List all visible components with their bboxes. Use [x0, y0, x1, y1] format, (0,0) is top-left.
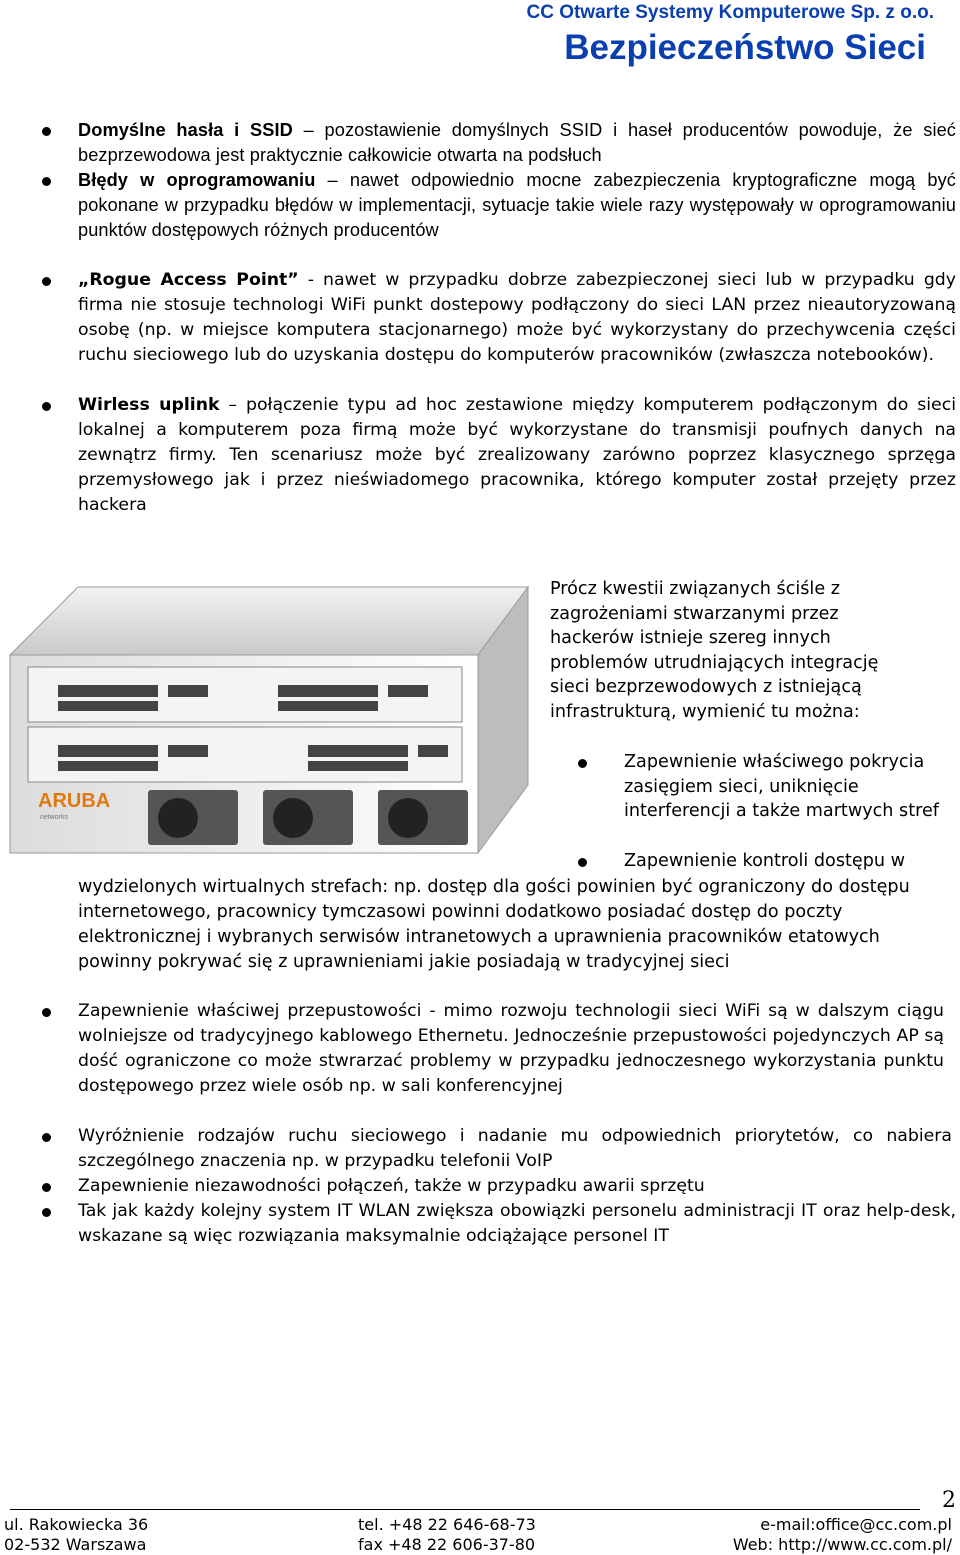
bullet-dot — [42, 277, 51, 286]
bullet-dot — [42, 402, 51, 411]
bullet-throughput: Zapewnienie właściwej przepustowości - mimo rozwoju technologii sieci WiFi są w dalszym ciągu wolniejsze od tradycyjnego kablowego Ethernetu. Jednocześnie przepustowości pojedynczych AP są dość ograniczone co może stwrarzać problemy w przypadku jednoczesnego wykorzystania punktu dostępowego przez wiele osób np. w sali konferencyjnej — [78, 1001, 944, 1096]
footer-address-street: ul. Rakowiecka 36 — [4, 1515, 149, 1534]
bullet-reliability: Zapewnienie niezawodności połączeń, także w przypadku awarii sprzętu — [78, 1176, 705, 1196]
sub-bullet-access-control: Zapewnienie kontroli dostępu w — [624, 851, 906, 871]
bullet-text: – połączenie typu ad hoc zestawione między komputerem podłączonym do sieci lokalnej a komputerem poza firmą może być wykorzystane do transmisji poufnych danych na zewnątrz firmy. Ten scenariusz może być zrealizowany zarówno poprzez klasycznego sprzęga przemysłowego jak i przez nieświadomego pracownika, którego komputer został przejęty przez hackera — [78, 395, 956, 515]
bullet-text: – pozostawienie domyślnych SSID i haseł producentów powoduje, że sieć bezprzewodowa jest praktycznie całkowicie otwarta na podsłuch — [78, 120, 956, 165]
bullet-bold-label: „Rogue Access Point” — [78, 270, 299, 290]
brand-logo: ARUBA — [38, 790, 111, 812]
network-switch-chassis-image — [8, 585, 530, 855]
bullet-default-passwords — [78, 118, 956, 168]
bullet-it-workload: Tak jak każdy kolejny system IT WLAN zwiększa obowiązki personelu administracji IT oraz help-desk, wskazane są więc rozwiązania maksymalnie odciążające personel IT — [78, 1201, 956, 1246]
sub-bullet-coverage: Zapewnienie właściwego pokrycia zasięgiem sieci, uniknięcie interferencji a także martwych stref — [624, 752, 939, 822]
bullet-traffic-priorities: Wyróżnienie rodzajów ruchu sieciowego i nadanie mu odpowiednich priorytetów, co nabiera szczególnego znaczenia np. w przypadku telefonii VoIP — [78, 1126, 952, 1171]
bullet-text: - nawet w przypadku dobrze zabezpieczonej sieci lub w przypadku gdy firma nie stosuje technologi WiFi punkt dostepowy podłączony do sieci LAN przez nieautoryzowaną osobę (np. w miejsce komputera stacjonarnego) może być wykorzystany do przechywcenia części ruchu sieciowego lub do uzyskania dostępu do komputerów pracowników (zwłaszcza notebooków). — [78, 270, 956, 365]
bullet-dot — [42, 1183, 51, 1192]
page-number: 2 — [942, 1488, 956, 1513]
footer-address-city: 02-532 Warszawa — [4, 1535, 147, 1554]
bullet-software-bugs — [78, 168, 956, 243]
bullet-rogue-ap — [78, 268, 956, 368]
bullet-dot — [42, 1008, 51, 1017]
header-company: CC Otwarte Systemy Komputerowe Sp. z o.o. — [526, 2, 934, 23]
bullet-dot — [42, 127, 51, 136]
footer-email[interactable]: e-mail:office@cc.com.pl — [760, 1515, 952, 1534]
footer-fax: fax +48 22 606-37-80 — [358, 1535, 536, 1554]
side-paragraph: Prócz kwestii związanych ściśle z zagrożeniami stwarzanymi przez hackerów istnieje szereg innych problemów utrudniających integrację sieci bezprzewodowych z istniejącą infrastrukturą, wymienić tu można: — [550, 579, 879, 722]
bullet-wireless-uplink — [78, 393, 956, 518]
bullet-text: – nawet odpowiednio mocne zabezpieczenia kryptograficzne mogą być pokonane w przypadku błędów w implementacji, sytuacje takie wiele razy występowały w oprogramowaniu punktów dostępowych różnych producentów — [78, 170, 956, 240]
bullet-dot — [42, 1208, 51, 1217]
bullet-dot — [578, 759, 587, 768]
footer-tel: tel. +48 22 646-68-73 — [358, 1515, 536, 1534]
bullet-dot — [42, 177, 51, 186]
bullet-dot — [578, 858, 587, 867]
page-title: Bezpieczeństwo Sieci — [564, 28, 926, 67]
footer-divider — [10, 1509, 920, 1510]
bullet-bold-label: Domyślne hasła i SSID — [78, 120, 293, 140]
bullet-bold-label: Wirless uplink — [78, 395, 220, 415]
footer-web[interactable]: Web: http://www.cc.com.pl/ — [732, 1535, 952, 1554]
bullet-dot — [42, 1133, 51, 1142]
brand-sublogo: networks — [40, 814, 69, 821]
continuation-paragraph: wydzielonych wirtualnych strefach: np. dostęp dla gości powinien być ograniczony do dostępu internetowego, pracownicy tymczasowi powinni dodatkowo posiadać dostęp do poczty elektronicznej i wybranych serwisów intranetowych a uprawnienia pracowników etatowych powinny pokrywać się z uprawnieniami jakie posiadają w tradycyjnej sieci — [78, 877, 910, 972]
bullet-bold-label: Błędy w oprogramowaniu — [78, 170, 316, 190]
